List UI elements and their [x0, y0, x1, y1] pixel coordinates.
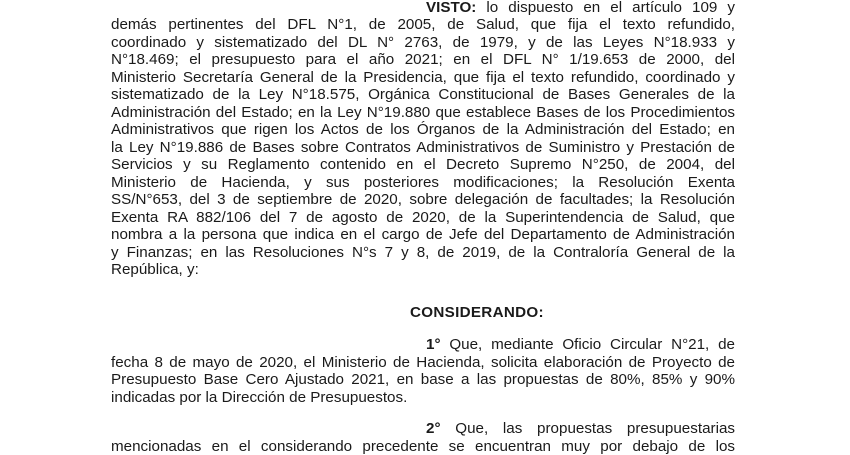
visto-line: Administración del Estado; en la Ley N°19.880 que establece Bases de los Procedimientos [111, 103, 735, 121]
visto-line: Administrativos que rigen los Actos de los Órganos de la Administración del Estado; en [111, 121, 735, 138]
visto-line: SS/N°653, del 3 de septiembre de 2020, sobre delegación de facultades; la Resolución [111, 191, 735, 208]
visto-line: coordinado y sistematizado del DL N° 2763, de 1979, y de las Leyes N°18.933 y [111, 33, 735, 51]
visto-label: VISTO: [426, 0, 477, 16]
visto-line: demás pertinentes del DFL N°1, de 2005, de Salud, que fija el texto refundido, [111, 16, 735, 33]
visto-line: Ministerio Secretaría General de la Presidencia, que fija el texto refundido, coordinado y [111, 68, 735, 86]
visto-line: nombra a la persona que indica en el cargo de Jefe del Departamento de Administración [111, 226, 735, 243]
considerando-item-1-line: fecha 8 de mayo de 2020, el Ministerio de Hacienda, solicita elaboración de Proyecto de [111, 353, 735, 371]
visto-line: Ministerio de Hacienda, y sus posteriores modificaciones; la Resolución Exenta [111, 173, 735, 191]
visto-first-line [426, 0, 735, 16]
considerando-heading: CONSIDERANDO: [410, 304, 544, 321]
considerando-item-1-line: indicadas por la Dirección de Presupuestos. [111, 388, 408, 406]
considerando-item-number: 1° [426, 336, 441, 353]
visto-line: Exenta RA 882/106 del 7 de agosto de 2020, de la Superintendencia de Salud, que [111, 208, 735, 226]
considerando-item-1-first-text: Que, mediante Oficio Circular N°21, de [449, 336, 735, 353]
considerando-item-1-first-line [426, 337, 735, 353]
considerando-item-2-line: mencionadas en el considerando precedente se encuentran muy por debajo de los [111, 437, 735, 455]
visto-line: Servicios y su Reglamento contenido en el Decreto Supremo N°250, de 2004, del [111, 156, 735, 173]
visto-line: República, y: [111, 261, 199, 278]
considerando-item-2-first-text: Que, las propuestas presupuestarias [455, 420, 735, 437]
visto-line: la Ley N°19.886 de Bases sobre Contratos Administrativos de Suministro y Prestación de [111, 138, 735, 156]
considerando-item-1-line: Presupuesto Base Cero Ajustado 2021, en base a las propuestas de 80%, 85% y 90% [111, 371, 735, 388]
visto-first-line-text: lo dispuesto en el artículo 109 y [486, 0, 735, 16]
visto-line: y Finanzas; en las Resoluciones N°s 7 y 8, de 2019, de la Contraloría General de la [111, 243, 735, 261]
considerando-item-number: 2° [426, 420, 441, 437]
considerando-item-2-first-line [426, 421, 735, 437]
visto-line: N°18.469; el presupuesto para el año 2021; en el DFL N° 1/19.653 de 2000, del [111, 51, 735, 68]
visto-line: sistematizado de la Ley N°18.575, Orgánica Constitucional de Bases Generales de la [111, 86, 735, 103]
